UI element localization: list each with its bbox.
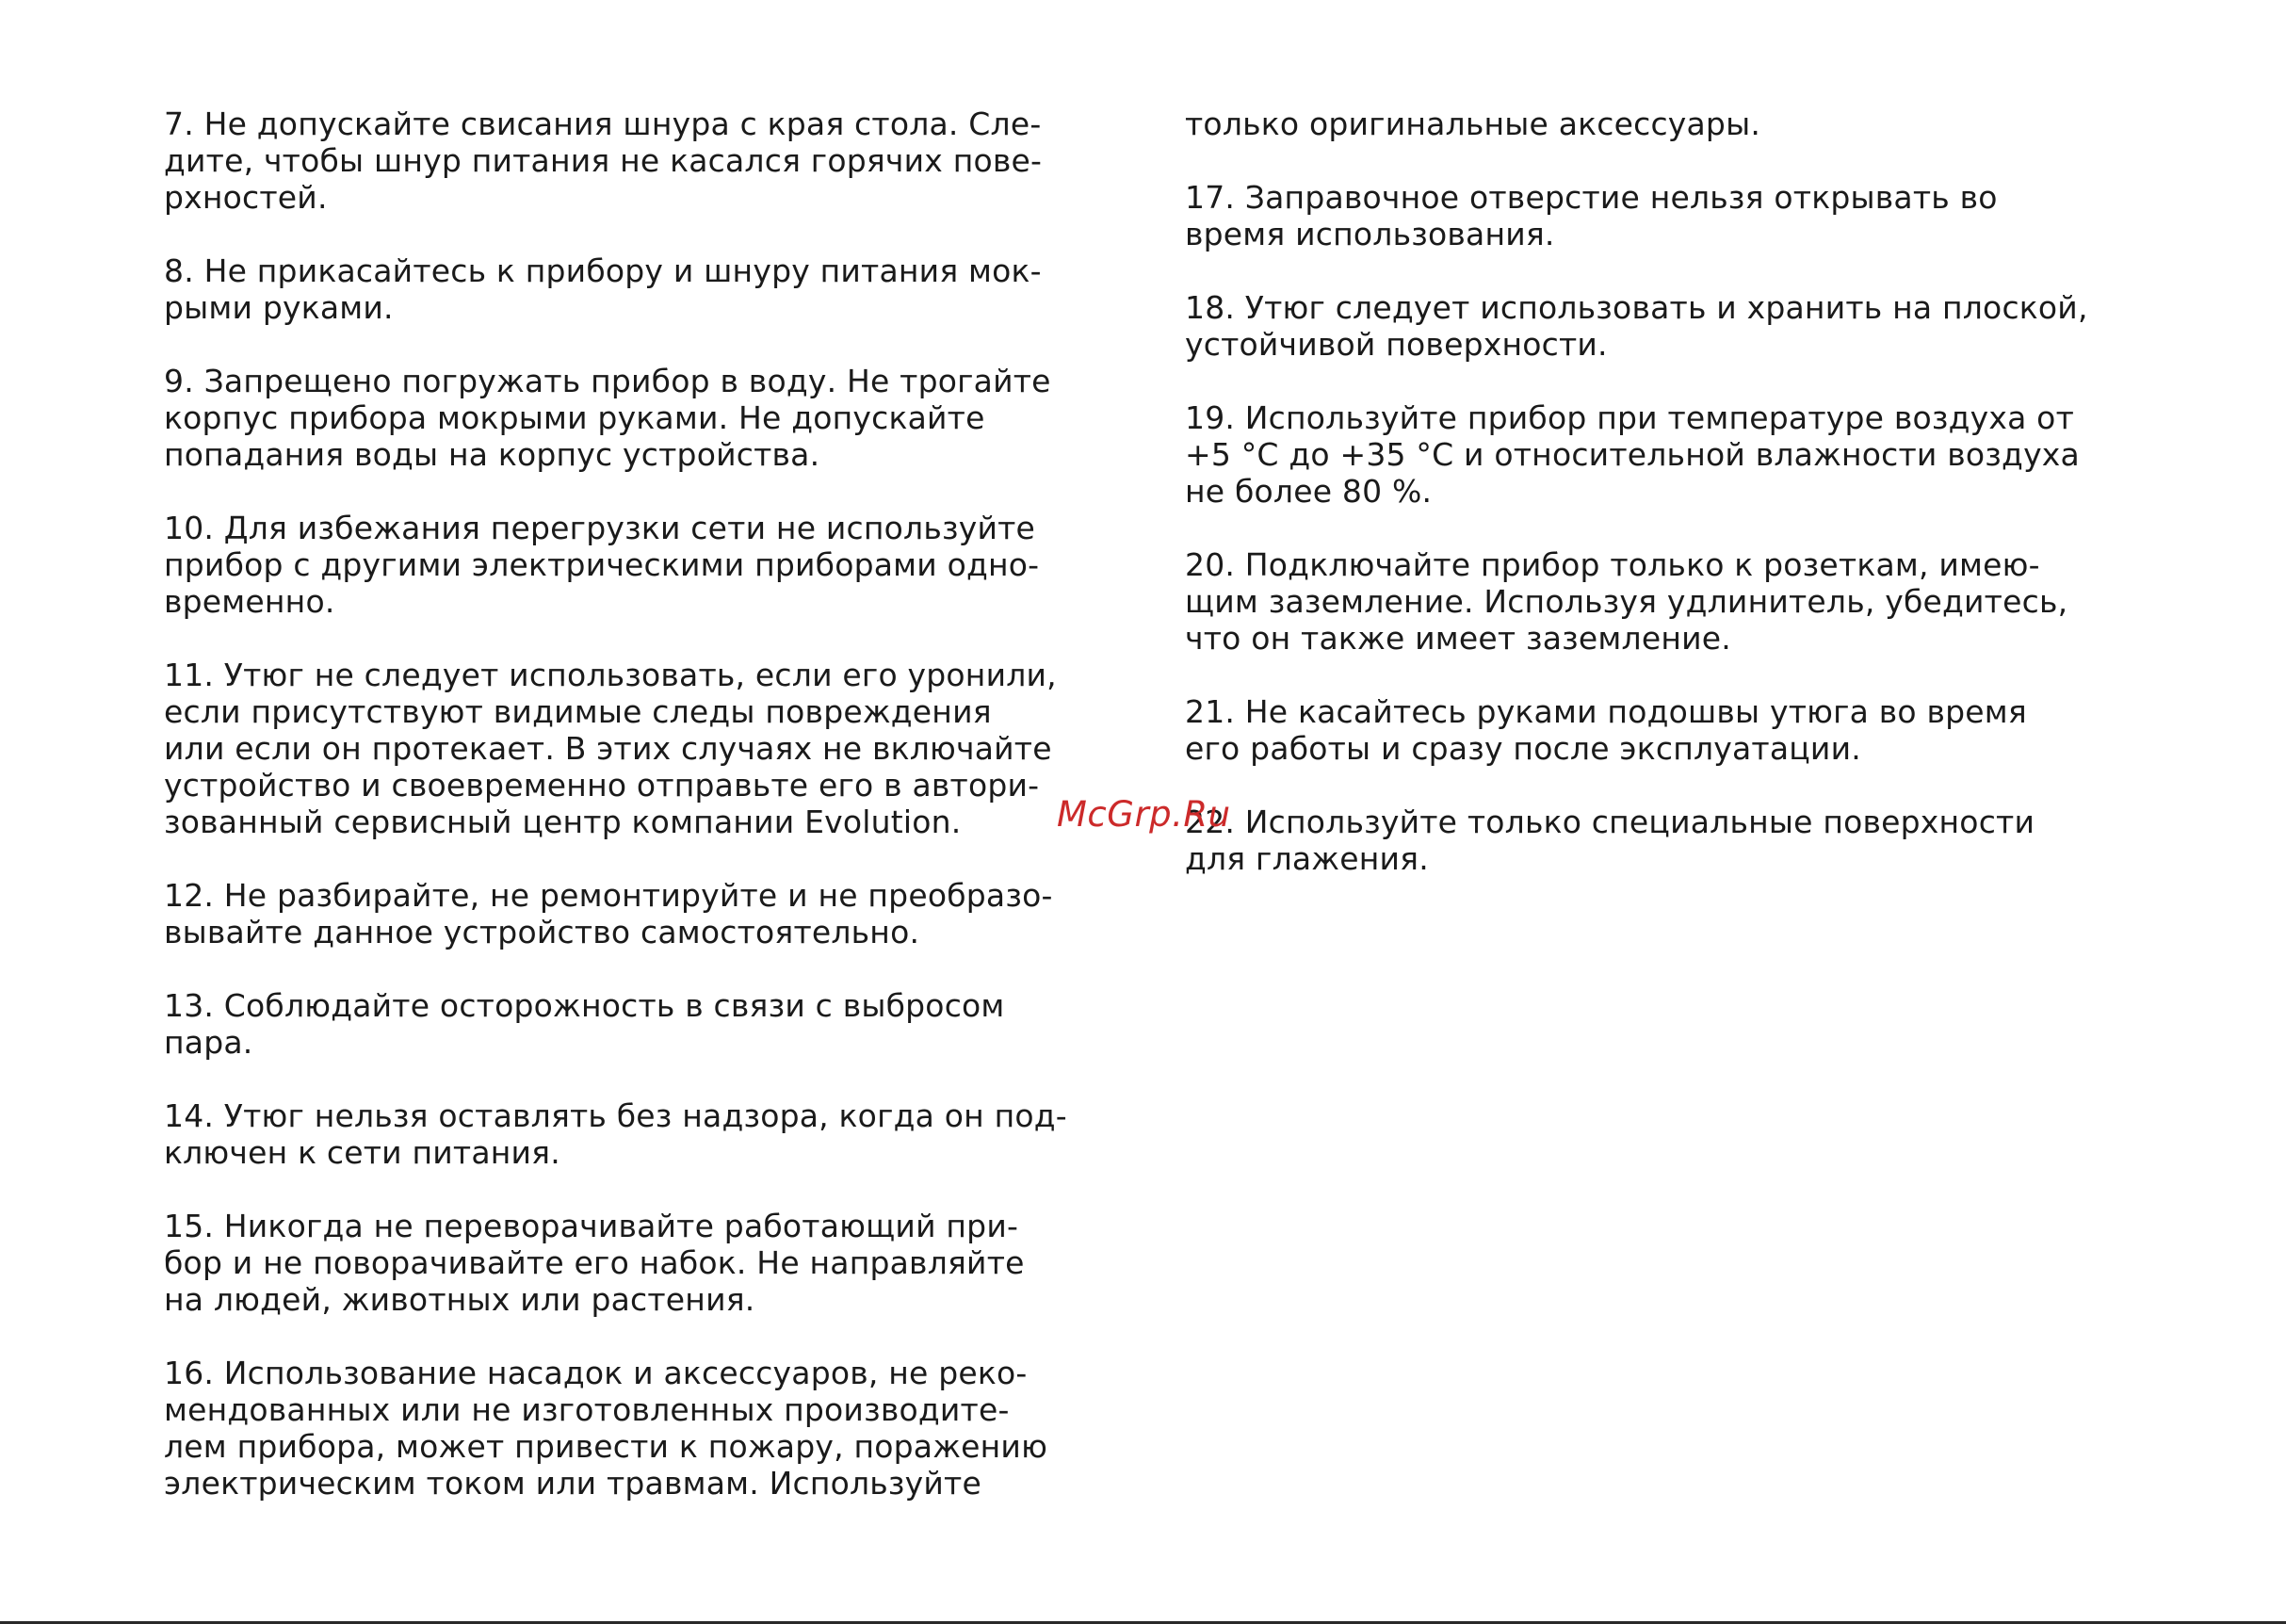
paragraph-line: 10. Для избежания перегрузки сети не используйте <box>164 510 1036 546</box>
instruction-paragraph <box>164 363 1106 473</box>
instruction-paragraph <box>164 987 1106 1061</box>
paragraph-line: 16. Использование насадок и аксессуаров, не реко- <box>164 1355 1028 1391</box>
paragraph-line: 11. Утюг не следует использовать, если его уронили, <box>164 657 1057 693</box>
paragraph-line: 20. Подключайте прибор только к розеткам, имею- <box>1185 546 2040 583</box>
paragraph-line: электрическим током или травмам. Используйте <box>164 1465 981 1502</box>
paragraph-line: 7. Не допускайте свисания шнура с края стола. Сле- <box>164 106 1042 142</box>
paragraph-line: или если он протекает. В этих случаях не включайте <box>164 730 1052 767</box>
paragraph-line: рыми руками. <box>164 289 394 326</box>
instruction-paragraph <box>164 1097 1106 1171</box>
right-column <box>1185 106 2127 914</box>
paragraph-line: 13. Соблюдайте осторожность в связи с выбросом <box>164 987 1005 1024</box>
paragraph-line: устойчивой поверхности. <box>1185 326 1608 363</box>
paragraph-line: зованный сервисный центр компании Evolution. <box>164 804 962 840</box>
paragraph-line: 15. Никогда не переворачивайте работающий при- <box>164 1208 1019 1244</box>
paragraph-line: 18. Утюг следует использовать и хранить на плоской, <box>1185 289 2088 326</box>
paragraph-line: 8. Не прикасайтесь к прибору и шнуру питания мок- <box>164 252 1042 289</box>
paragraph-line: корпус прибора мокрыми руками. Не допускайте <box>164 399 985 436</box>
paragraph-line: вывайте данное устройство самостоятельно. <box>164 914 920 950</box>
paragraph-line: устройство и своевременно отправьте его в автори- <box>164 767 1040 804</box>
paragraph-line: мендованных или не изготовленных производите- <box>164 1391 1010 1428</box>
paragraph-line: ключен к сети питания. <box>164 1134 560 1171</box>
paragraph-line: если присутствуют видимые следы повреждения <box>164 693 992 730</box>
paragraph-line: 12. Не разбирайте, не ремонтируйте и не преобразо- <box>164 877 1053 914</box>
paragraph-line: дите, чтобы шнур питания не касался горячих пове- <box>164 142 1043 179</box>
paragraph-line: только оригинальные аксессуары. <box>1185 106 1761 142</box>
paragraph-line: время использования. <box>1185 216 1555 252</box>
instruction-paragraph <box>164 1355 1106 1502</box>
instruction-paragraph <box>1185 546 2127 657</box>
paragraph-line: 19. Используйте прибор при температуре воздуха от <box>1185 399 2074 436</box>
instruction-paragraph <box>164 657 1106 840</box>
instruction-paragraph <box>1185 106 2127 142</box>
instruction-paragraph <box>164 1208 1106 1318</box>
paragraph-line: щим заземление. Используя удлинитель, убедитесь, <box>1185 583 2068 620</box>
paragraph-line: +5 °С до +35 °С и относительной влажности воздуха <box>1185 436 2080 473</box>
paragraph-line: временно. <box>164 583 335 620</box>
instruction-paragraph <box>1185 693 2127 767</box>
left-column <box>164 106 1106 1538</box>
instruction-paragraph <box>164 877 1106 950</box>
paragraph-line: 9. Запрещено погружать прибор в воду. Не трогайте <box>164 363 1051 399</box>
paragraph-line: пара. <box>164 1024 253 1061</box>
paragraph-line: рхностей. <box>164 179 328 216</box>
paragraph-line: на людей, животных или растения. <box>164 1281 755 1318</box>
instruction-paragraph <box>1185 804 2127 877</box>
instruction-paragraph <box>164 510 1106 620</box>
instruction-paragraph <box>1185 289 2127 363</box>
paragraph-line: 21. Не касайтесь руками подошвы утюга во время <box>1185 693 2027 730</box>
paragraph-line: 22. Используйте только специальные поверхности <box>1185 804 2035 840</box>
paragraph-line: 17. Заправочное отверстие нельзя открывать во <box>1185 179 1998 216</box>
paragraph-line: бор и не поворачивайте его набок. Не направляйте <box>164 1244 1025 1281</box>
instruction-paragraph <box>1185 179 2127 252</box>
paragraph-line: лем прибора, может привести к пожару, поражению <box>164 1428 1048 1465</box>
paragraph-line: попадания воды на корпус устройства. <box>164 436 820 473</box>
paragraph-line: его работы и сразу после эксплуатации. <box>1185 730 1861 767</box>
paragraph-line: что он также имеет заземление. <box>1185 620 1731 657</box>
watermark: McGrp.Ru <box>1057 794 1231 835</box>
instruction-paragraph <box>164 106 1106 216</box>
paragraph-line: для глажения. <box>1185 840 1429 877</box>
instruction-paragraph <box>164 252 1106 326</box>
paragraph-line: не более 80 %. <box>1185 473 1433 510</box>
instruction-paragraph <box>1185 399 2127 510</box>
paragraph-line: прибор с другими электрическими приборами одно- <box>164 546 1040 583</box>
paragraph-line: 14. Утюг нельзя оставлять без надзора, когда он под- <box>164 1097 1067 1134</box>
